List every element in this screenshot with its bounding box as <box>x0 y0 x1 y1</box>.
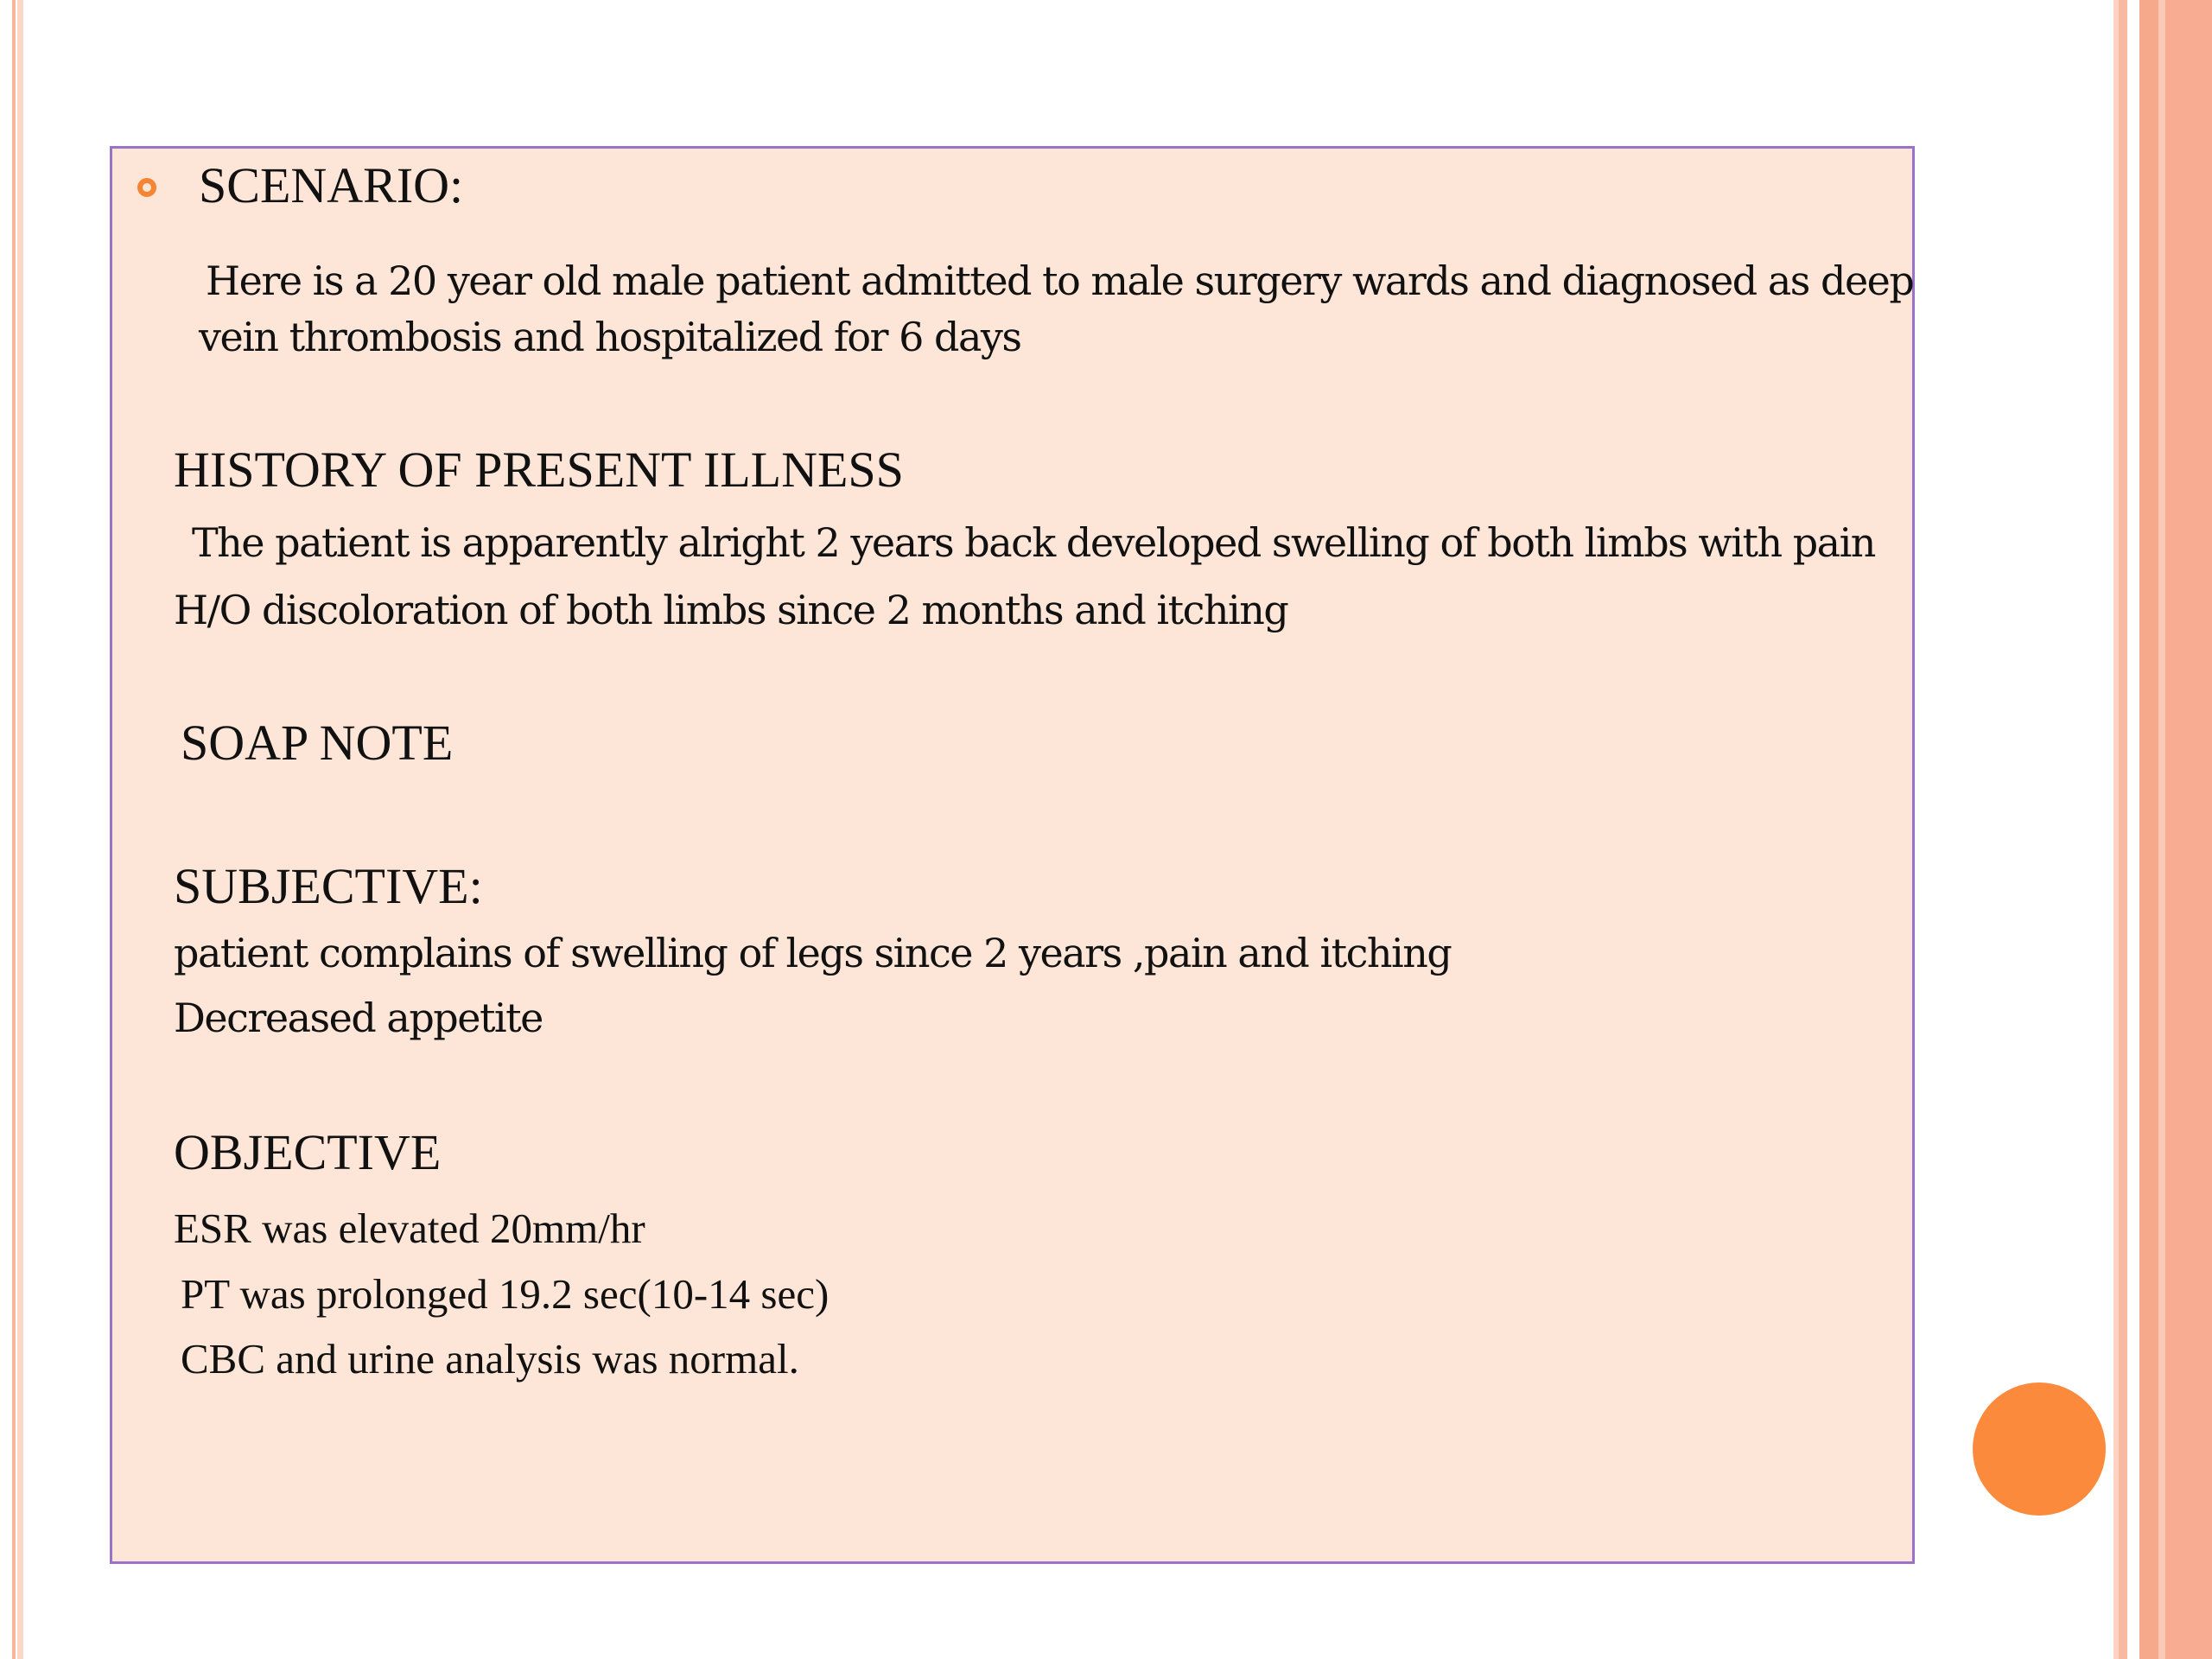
bullet-circle-icon <box>137 178 156 197</box>
right-decor-stripe-3 <box>2139 0 2158 1659</box>
left-decor-stripe-outer <box>12 0 16 1659</box>
subjective-line-1: patient complains of swelling of legs since 2 years ,pain and itching <box>174 930 1452 976</box>
subjective-heading: SUBJECTIVE: <box>174 858 483 914</box>
objective-line-1: ESR was elevated 20mm/hr <box>174 1205 645 1252</box>
objective-line-2: PT was prolonged 19.2 sec(10-14 sec) <box>181 1270 830 1318</box>
history-line-1: The patient is apparently alright 2 years back developed swelling of both limbs with pain <box>192 519 1875 566</box>
right-decor-stripe-4 <box>2158 0 2165 1659</box>
history-heading: HISTORY OF PRESENT ILLNESS <box>174 442 904 498</box>
right-decor-stripe-2 <box>2119 0 2127 1659</box>
history-line-2: H/O discoloration of both limbs since 2 months and itching <box>174 587 1288 633</box>
left-decor-stripe-inner <box>17 0 23 1659</box>
decorative-orange-circle <box>1973 1382 2106 1516</box>
objective-heading: OBJECTIVE <box>174 1124 442 1180</box>
scenario-line-2: vein thrombosis and hospitalized for 6 days <box>199 314 1021 360</box>
subjective-line-2: Decreased appetite <box>174 995 543 1041</box>
scenario-line-1: Here is a 20 year old male patient admitted to male surgery wards and diagnosed as deep <box>206 257 1914 304</box>
right-decor-stripe-5 <box>2165 0 2212 1659</box>
soap-note-heading: SOAP NOTE <box>181 715 454 771</box>
scenario-heading: SCENARIO: <box>199 157 464 213</box>
objective-line-3: CBC and urine analysis was normal. <box>181 1335 799 1382</box>
